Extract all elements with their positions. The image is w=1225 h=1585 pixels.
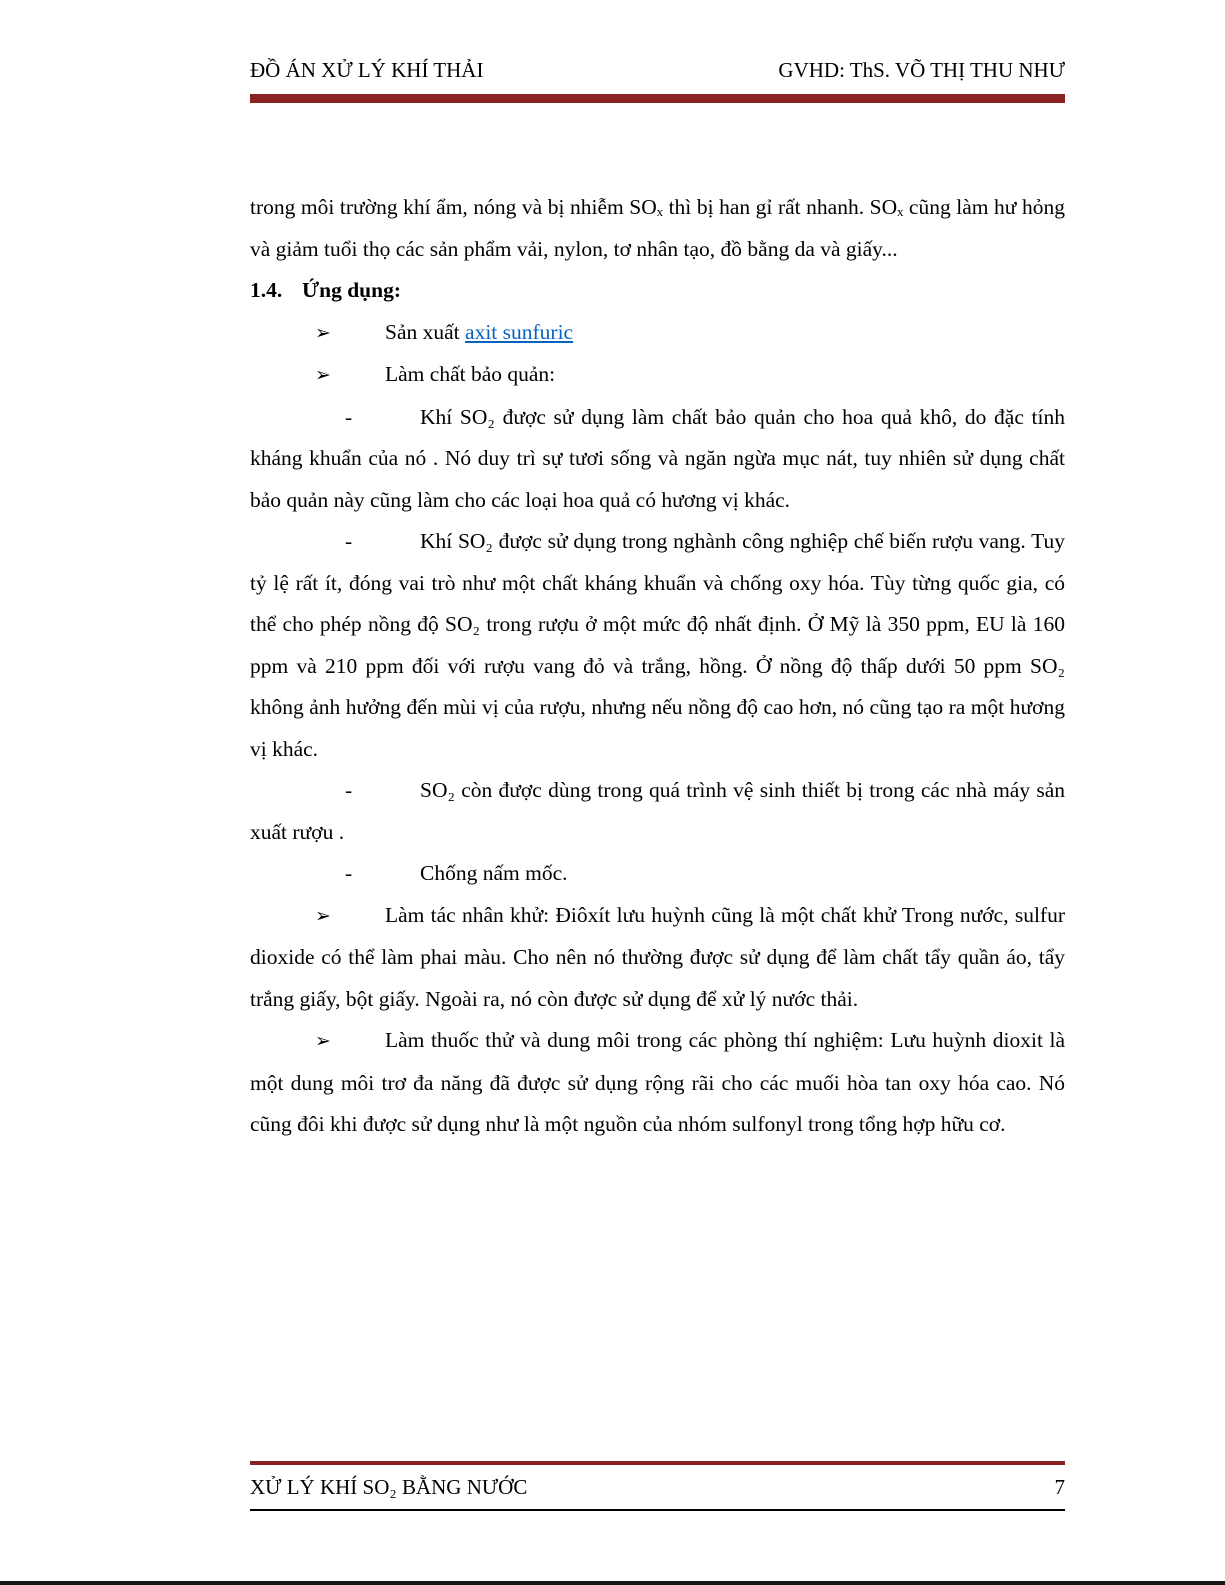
list-item-text: Khí SO₂ được sử dụng làm chất bảo quản cho hoa quả khô, do đặc tính kháng khuẩn của nó . Nó duy trì sự tươi sống và ngăn ngừa mục nát, tuy nhiên sử dụng chất bảo quản này cũng làm cho các loại hoa quả có hương vị khác.	[250, 404, 1065, 512]
dash-bullet-icon: -	[345, 778, 353, 802]
list-item-text: Làm chất bảo quản:	[385, 362, 556, 386]
footer-rule-top	[250, 1461, 1065, 1465]
section-heading-1-4	[250, 270, 1065, 312]
list-item-tac-nhan-khu	[250, 895, 1065, 1021]
list-item-text: Chống nấm mốc.	[420, 861, 568, 885]
header-supervisor: GVHD: ThS. VÕ THỊ THU NHƯ	[778, 58, 1065, 82]
list-item-text: Khí SO₂ được sử dụng trong nghành công nghiệp chế biến rượu vang. Tuy tỷ lệ rất ít, đóng vai trò như một chất kháng khuẩn và chống oxy hóa. Tùy từng quốc gia, có thể cho phép nồng độ SO₂ trong rượu ở một mức độ nhất định. Ở Mỹ là 350 ppm, EU là 160 ppm và 210 ppm đối với rượu vang đỏ và trắng, hồng. Ở nồng độ thấp dưới 50 ppm SO₂ không ảnh hưởng đến mùi vị của rượu, nhưng nếu nồng độ cao hơn, nó cũng tạo ra một hương vị khác.	[250, 529, 1065, 761]
list-item-so2-ruou-vang	[250, 521, 1065, 770]
dash-bullet-icon: -	[345, 861, 353, 885]
list-item-so2-ve-sinh	[250, 770, 1065, 853]
arrow-bullet-icon: ➢	[315, 904, 331, 927]
intro-paragraph: trong môi trường khí ẩm, nóng và bị nhiễm SOₓ thì bị han gỉ rất nhanh. SOₓ cũng làm hư hỏng và giảm tuổi thọ các sản phẩm vải, nylon, tơ nhân tạo, đồ bằng da và giấy...	[250, 195, 1065, 261]
list-item-text: Làm tác nhân khử: Điôxít lưu huỳnh cũng là một chất khử Trong nước, sulfur dioxide có thể làm phai màu. Cho nên nó thường được sử dụng để làm chất tẩy quần áo, tẩy trắng giấy, bột giấy. Ngoài ra, nó còn được sử dụng để xử lý nước thải.	[250, 902, 1065, 1011]
list-item-text: Làm thuốc thử và dung môi trong các phòng thí nghiệm: Lưu huỳnh dioxit là một dung môi trơ đa năng đã được sử dụng rộng rãi cho các muối hòa tan oxy hóa cao. Nó cũng đôi khi được sử dụng như là một nguồn của nhóm sulfonyl trong tổng hợp hữu cơ.	[250, 1028, 1065, 1136]
header-row	[250, 56, 1065, 84]
footer-rule-bottom	[250, 1509, 1065, 1511]
axit-sunfuric-link[interactable]: axit sunfuric	[465, 319, 574, 344]
list-item-thuoc-thu-dung-moi	[250, 1020, 1065, 1146]
dash-bullet-icon: -	[345, 404, 353, 429]
footer-document-title: XỬ LÝ KHÍ SO₂ BẰNG NƯỚC	[250, 1475, 528, 1499]
section-title: Ứng dụng:	[302, 278, 401, 302]
document-body	[250, 187, 1065, 1146]
page-bottom-edge	[0, 1581, 1225, 1585]
page-footer	[250, 1461, 1065, 1511]
footer-row	[250, 1474, 1065, 1500]
list-item-chat-bao-quan	[250, 354, 1065, 397]
list-item-chong-nam-moc	[250, 853, 1065, 895]
page-number: 7	[1054, 1475, 1065, 1499]
dash-bullet-icon: -	[345, 529, 353, 553]
section-number: 1.4.	[250, 278, 283, 302]
list-item-text: Sản xuất	[385, 319, 466, 344]
list-item-so2-hoa-qua	[250, 397, 1065, 522]
page-header	[250, 56, 1065, 103]
arrow-bullet-icon: ➢	[315, 1030, 331, 1052]
header-project-title: ĐỒ ÁN XỬ LÝ KHÍ THẢI	[250, 58, 484, 82]
arrow-bullet-icon: ➢	[315, 364, 331, 386]
list-item-axit-sunfuric	[250, 312, 1065, 355]
header-rule	[250, 94, 1065, 103]
arrow-bullet-icon: ➢	[315, 321, 331, 344]
list-item-text: SO₂ còn được dùng trong quá trình vệ sinh thiết bị trong các nhà máy sản xuất rượu .	[250, 778, 1065, 844]
